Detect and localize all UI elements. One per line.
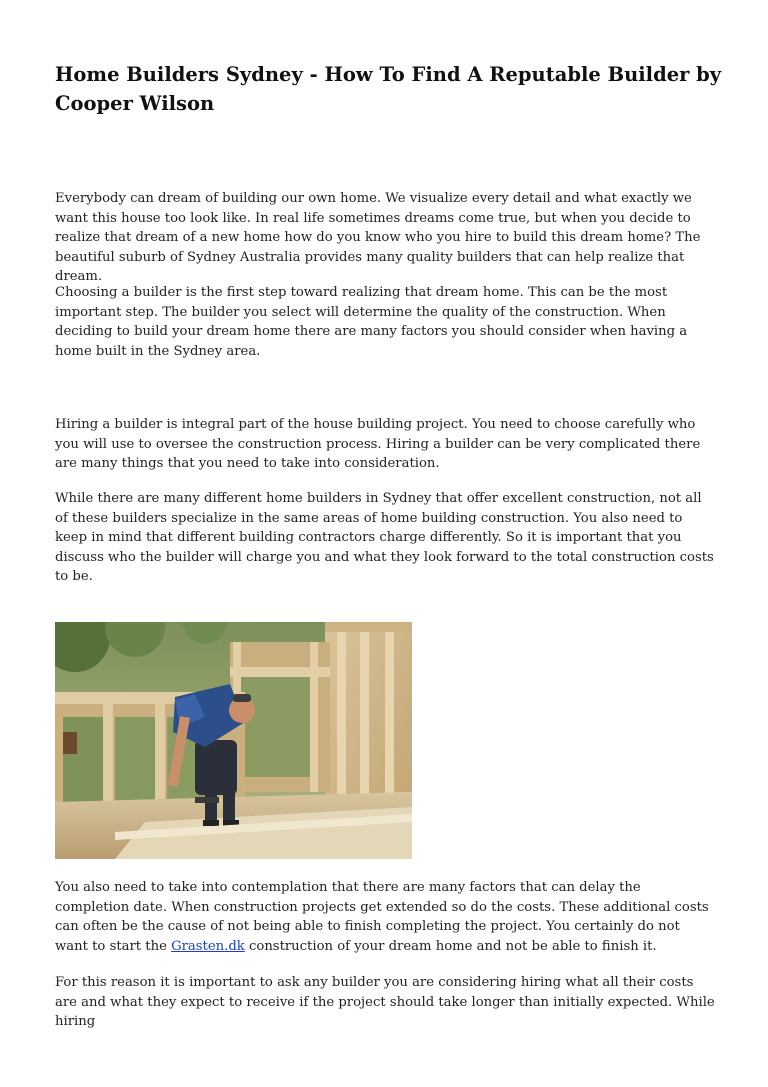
paragraph-5-text-before: You also need to take into contemplation that there are many factors that can delay the completion date. When construction projects get extended so do the costs. These additional costs can often be the cause of not being able to finish completing the project. You certainly do not want to start the <box>55 880 709 954</box>
paragraph-4: While there are many different home builders in Sydney that offer excellent construction, not all of these builders specialize in the same areas of home building construction. You also need to keep in mind that different building contractors charge differently. So it is important that you discuss who the builder will charge you and what they look forward to the total construction costs to be. <box>55 491 714 585</box>
page-title: Home Builders Sydney - How To Find A Reputable Builder by Cooper Wilson <box>55 63 722 115</box>
paragraph-5-text-after: construction of your dream home and not be able to finish it. <box>244 938 657 954</box>
paragraph-5 <box>55 878 715 956</box>
construction-worker-image <box>55 622 412 859</box>
grasten-link[interactable]: Grasten.dk <box>171 938 245 954</box>
paragraph-2: Choosing a builder is the first step toward realizing that dream home. This can be the most important step. The builder you select will determine the quality of the construction. When deciding to build your dream home there are many factors you should consider when having a home built in the Sydney area. <box>55 285 688 359</box>
construction-photo <box>55 622 412 859</box>
paragraph-1: Everybody can dream of building our own home. We visualize every detail and what exactly we want this house too look like. In real life sometimes dreams come true, but when you decide to realize that dream of a new home how do you know who you hire to build this dream home? The beautiful suburb of Sydney Australia provides many quality builders that can help realize that dream. <box>55 191 701 285</box>
paragraph-3: Hiring a builder is integral part of the house building project. You need to choose carefully who you will use to oversee the construction process. Hiring a builder can be very complicated there are many things that you need to take into consideration. <box>55 417 701 472</box>
paragraph-6: For this reason it is important to ask any builder you are considering hiring what all their costs are and what they expect to receive if the project should take longer than initially expected. While hiring <box>55 975 715 1030</box>
